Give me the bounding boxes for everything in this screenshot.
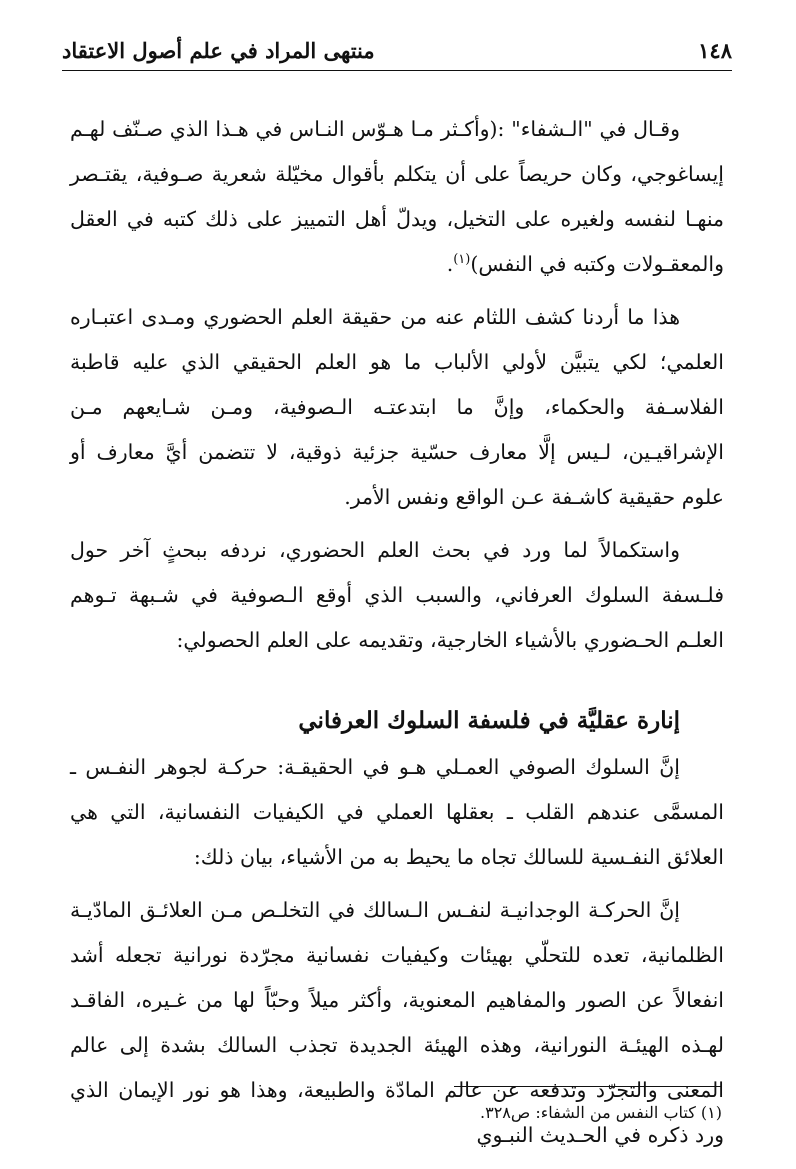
- footnote-reference: (١): [453, 252, 471, 268]
- paragraph-end-punct: .: [446, 252, 454, 276]
- section-heading: إنارة عقليَّة في فلسفة السلوك العرفاني: [298, 707, 680, 734]
- running-header: [62, 30, 732, 71]
- main-text: [70, 107, 724, 1166]
- paragraph: [70, 107, 724, 287]
- paragraph: واستكمالاً لما ورد في بحث العلم الحضوري، نردفه ببحثٍ آخر حول فلـسفة السلوك العرفاني، والسبب الذي أوقع الـصوفية في شـبهة تـوهم العلـم الحـضوري بالأشياء الخارجية، وتقديمه على العلم الحصولي:: [70, 538, 724, 652]
- footnote: (١) كتاب النفس من الشفاء: ص٣٢٨.: [480, 1103, 722, 1122]
- paragraph: إنَّ الحركـة الوجدانيـة لنفـس الـسالك في التخلـص مـن العلائـق المادّيـة الظلمانية، تعده للتحلّي بهيئات وكيفيات نفسانية مجرّدة نورانية تجعله أشد انفعالاً عن الصور والمفاهيم المعنوية، وأكثر ميلاً وحبّاً لها من غـيره، الفاقـد لهـذه الهيئـة النورانية، وهذه الهيئة الجديدة تجذب السالك بشدة إلى عالم المعنى والتجرّد وتدفعه عن عالم المادّة والطبيعة، وهذا هو نور الإيمان الذي ورد ذكره في الحـديث النبـوي: [70, 898, 724, 1147]
- running-title: منتهى المراد في علم أصول الاعتقاد: [62, 37, 375, 63]
- page-number: ١٤٨: [698, 37, 732, 63]
- paragraph-text: وقـال في "الـشفاء" :(وأكـثر مـا هـوّس النـاس في هـذا الذي صـنّف لهـم إيساغوجي، وكان حريصاً على أن يتكلم بأقوال مخيّلة شعرية صـوفية، يقتـصر منهـا لنفسه ولغيره على التخيل، ويدلّ أهل التمييز على ذلك كتبه في العقل والمعقـولات وكتبه في النفس): [70, 117, 724, 276]
- paragraph: هذا ما أردنا كشف اللثام عنه من حقيقة العلم الحضوري ومـدى اعتبـاره العلمي؛ لكي يتبيَّن لأولي الألباب ما هو العلم الحقيقي الذي عليه قاطبة الفلاسـفة والحكماء، وإنَّ ما ابتدعتـه الـصوفية، ومـن شـايعهم مـن الإشراقيـين، لـيس إلَّا معارف حسّية جزئية ذوقية، لا تتضمن أيَّ معارف أو علوم حقيقية كاشـفة عـن الواقع ونفس الأمر.: [70, 305, 724, 509]
- footnote-divider: [454, 1086, 722, 1087]
- paragraph: إنَّ السلوك الصوفي العمـلي هـو في الحقيقـة: حركـة لجوهر النفـس ـ المسمَّى عندهم القلب ـ بعقلها العملي في الكيفيات النفسانية، التي هي العلائق النفـسية للسالك تجاه ما يحيط به من الأشياء، بيان ذلك:: [70, 755, 724, 869]
